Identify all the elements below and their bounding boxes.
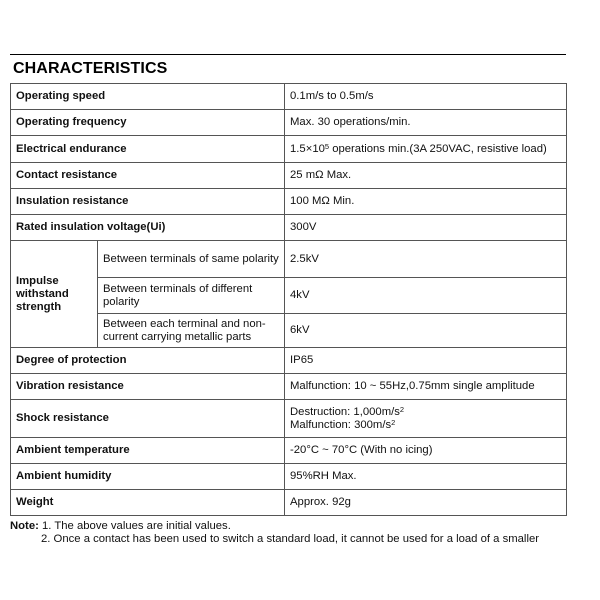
impulse-condition-label: Between each terminal and non-current carrying metallic parts bbox=[98, 314, 285, 348]
operating-frequency-label: Operating frequency bbox=[11, 110, 285, 136]
impulse-condition-label: Between terminals of different polarity bbox=[98, 278, 285, 314]
page-title: CHARACTERISTICS bbox=[13, 60, 168, 77]
electrical-endurance-value bbox=[285, 136, 567, 163]
impulse-condition-label: Between terminals of same polarity bbox=[98, 241, 285, 278]
electrical-endurance-label: Electrical endurance bbox=[11, 136, 285, 163]
table-row bbox=[11, 438, 567, 464]
table-row bbox=[11, 84, 567, 110]
note-line-1 bbox=[10, 520, 231, 533]
note-line-2: 2. Once a contact has been used to switch a standard load, it cannot be used for a load of a smaller bbox=[41, 533, 539, 544]
contact-resistance-label: Contact resistance bbox=[11, 163, 285, 189]
note-text-1: 1. The above values are initial values. bbox=[38, 520, 231, 532]
table-row bbox=[11, 110, 567, 136]
table-row bbox=[11, 374, 567, 400]
impulse-condition-value: 2.5kV bbox=[285, 241, 567, 278]
impulse-condition-value: 6kV bbox=[285, 314, 567, 348]
operating-speed-label: Operating speed bbox=[11, 84, 285, 110]
ambient-temperature-label: Ambient temperature bbox=[11, 438, 285, 464]
degree-of-protection-label: Degree of protection bbox=[11, 348, 285, 374]
ambient-humidity-value: 95%RH Max. bbox=[285, 464, 567, 490]
impulse-withstand-label: Impulse withstand strength bbox=[11, 241, 98, 348]
insulation-resistance-value: 100 MΩ Min. bbox=[285, 189, 567, 215]
table-row bbox=[11, 241, 567, 278]
table-row bbox=[11, 400, 567, 438]
shock-resistance-value bbox=[285, 400, 567, 438]
operating-frequency-value: Max. 30 operations/min. bbox=[285, 110, 567, 136]
note-prefix: Note: bbox=[10, 520, 39, 532]
insulation-resistance-label: Insulation resistance bbox=[11, 189, 285, 215]
vibration-resistance-label: Vibration resistance bbox=[11, 374, 285, 400]
rated-insulation-voltage-value: 300V bbox=[285, 215, 567, 241]
table-row bbox=[11, 490, 567, 516]
rated-insulation-voltage-label: Rated insulation voltage(Ui) bbox=[11, 215, 285, 241]
weight-label: Weight bbox=[11, 490, 285, 516]
weight-value: Approx. 92g bbox=[285, 490, 567, 516]
table-row bbox=[11, 163, 567, 189]
shock-destruction-exponent: 2 bbox=[399, 404, 405, 414]
degree-of-protection-value: IP65 bbox=[285, 348, 567, 374]
shock-malfunction-exponent: 2 bbox=[391, 417, 396, 427]
shock-resistance-label: Shock resistance bbox=[11, 400, 285, 438]
top-rule bbox=[10, 54, 566, 55]
electrical-endurance-value-base: 1.5×10 bbox=[290, 142, 325, 155]
ambient-temperature-value: -20°C ~ 70°C (With no icing) bbox=[285, 438, 567, 464]
shock-malfunction-text: Malfunction: 300m/s bbox=[290, 418, 392, 431]
table-row bbox=[11, 215, 567, 241]
vibration-resistance-value: Malfunction: 10 ~ 55Hz,0.75mm single amplitude bbox=[285, 374, 567, 400]
electrical-endurance-exponent: 5 bbox=[324, 141, 330, 151]
table-row bbox=[11, 136, 567, 163]
contact-resistance-value: 25 mΩ Max. bbox=[285, 163, 567, 189]
impulse-condition-value: 4kV bbox=[285, 278, 567, 314]
table-row bbox=[11, 348, 567, 374]
characteristics-table bbox=[10, 83, 567, 516]
table-row bbox=[11, 464, 567, 490]
operating-speed-value: 0.1m/s to 0.5m/s bbox=[285, 84, 567, 110]
electrical-endurance-value-rest: operations min.(3A 250VAC, resistive load) bbox=[329, 142, 547, 155]
ambient-humidity-label: Ambient humidity bbox=[11, 464, 285, 490]
table-row bbox=[11, 189, 567, 215]
shock-destruction-text: Destruction: 1,000m/s bbox=[290, 405, 400, 418]
